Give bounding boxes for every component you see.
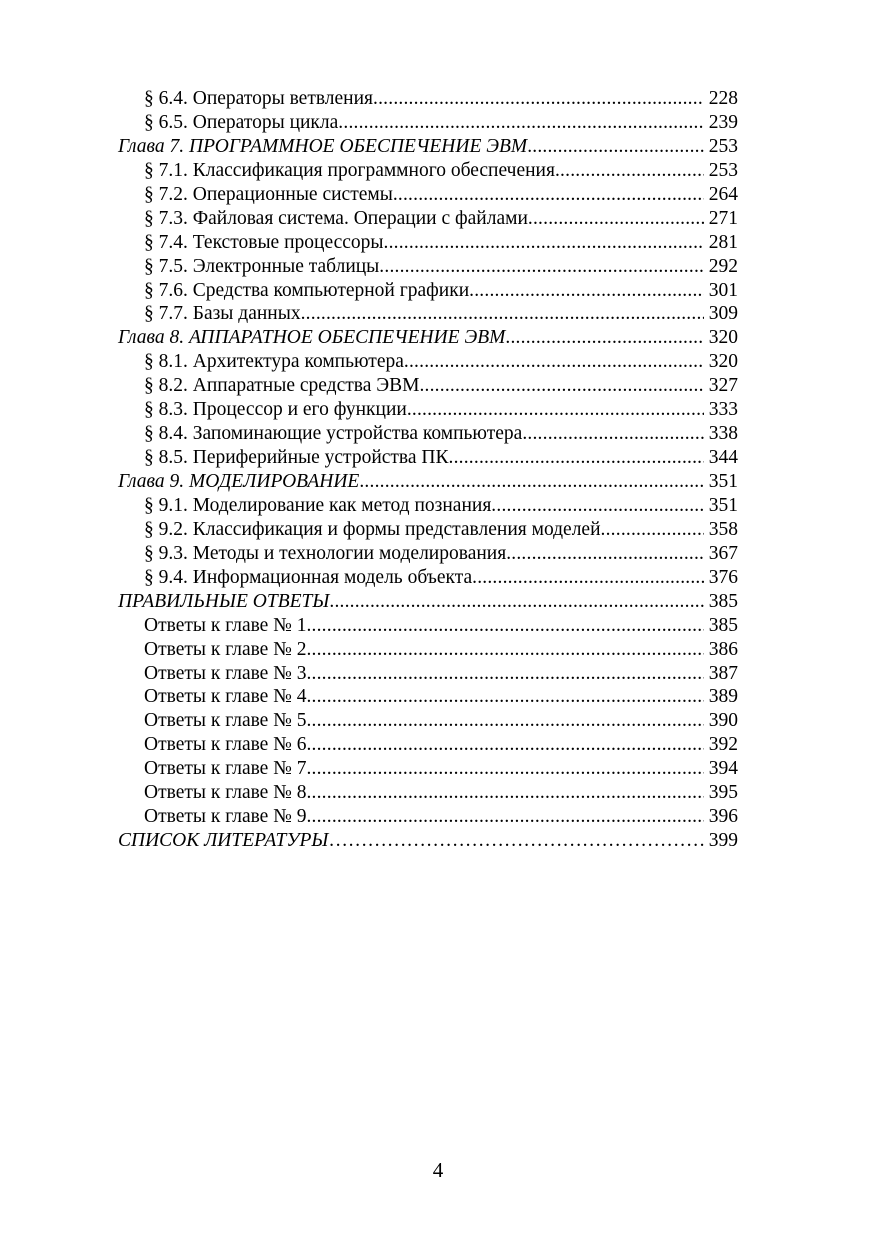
toc-entry-title: § 7.7. Базы данных — [144, 303, 301, 325]
toc-entry-title: § 7.5. Электронные таблицы — [144, 255, 380, 277]
toc-dot-leader — [601, 518, 704, 542]
toc-dot-leader — [306, 638, 704, 662]
toc-entry-title: § 9.3. Методы и технологии моделирования — [144, 542, 507, 564]
toc-entry-title: § 8.2. Аппаратные средства ЭВМ — [144, 375, 420, 397]
toc-entry-page: 385 — [708, 590, 738, 612]
toc-section-entry — [118, 207, 738, 231]
toc-entry-page: 228 — [708, 88, 738, 109]
toc-entry-title: СПИСОК ЛИТЕРАТУРЫ — [118, 830, 329, 852]
toc-section-entry — [118, 566, 738, 590]
toc-dot-leader — [407, 398, 704, 422]
toc-entry-title: Глава 9. МОДЕЛИРОВАНИЕ — [118, 471, 360, 492]
toc-dot-leader — [329, 590, 704, 614]
toc-entry-page: 351 — [708, 494, 738, 516]
toc-dot-leader — [301, 302, 704, 326]
toc-section-entry — [118, 685, 738, 709]
toc-entry-title: Ответы к главе № 3 — [144, 662, 307, 684]
toc-entry-title: § 7.3. Файловая система. Операции с файлами — [144, 207, 528, 229]
toc-section-entry — [118, 422, 738, 446]
toc-entry-title: § 7.1. Классификация программного обеспечения — [144, 159, 555, 181]
toc-entry-page: 333 — [708, 399, 738, 421]
toc-dot-leader — [306, 685, 704, 709]
toc-entry-page: 395 — [708, 782, 738, 804]
toc-entry-page: 327 — [708, 375, 738, 397]
toc-entry-page: 399 — [708, 830, 738, 852]
toc-section-entry — [118, 350, 738, 374]
toc-entry-title: Ответы к главе № 7 — [144, 758, 307, 780]
toc-entry-page: 281 — [708, 231, 738, 253]
toc-section-entry — [118, 781, 738, 805]
toc-entry-page: 292 — [708, 255, 738, 277]
toc-entry-title: Ответы к главе № 2 — [144, 638, 307, 660]
toc-entry-page: 394 — [708, 758, 738, 780]
toc-dot-leader — [338, 111, 704, 135]
toc-chapter-entry — [118, 590, 738, 614]
toc-dot-leader — [449, 446, 705, 470]
toc-dot-leader — [306, 662, 704, 686]
toc-entry-page: 239 — [708, 111, 738, 133]
toc-entry-title: § 7.2. Операционные системы — [144, 183, 393, 205]
toc-entry-page: 271 — [708, 207, 738, 229]
toc-section-entry — [118, 757, 738, 781]
toc-entry-title: Ответы к главе № 1 — [144, 614, 307, 636]
toc-section-entry — [118, 183, 738, 207]
toc-section-entry — [118, 446, 738, 470]
toc-dot-leader — [527, 135, 704, 159]
toc-section-entry — [118, 374, 738, 398]
toc-entry-title: § 7.4. Текстовые процессоры — [144, 231, 384, 253]
toc-chapter-entry — [118, 135, 738, 159]
toc-entry-page: 301 — [708, 279, 738, 301]
toc-dot-leader — [555, 159, 704, 183]
toc-dot-leader — [528, 207, 704, 231]
toc-entry-title: § 7.6. Средства компьютерной графики — [144, 279, 470, 301]
toc-entry-page: 264 — [708, 183, 738, 205]
toc-section-entry — [118, 255, 738, 279]
toc-entry-title: § 8.3. Процессор и его функции — [144, 399, 407, 421]
toc-entry-page: 253 — [708, 135, 738, 157]
toc-entry-title: § 8.4. Запоминающие устройства компьютера — [144, 423, 523, 445]
toc-dot-leader — [505, 326, 704, 350]
toc-entry-title: § 6.5. Операторы цикла — [144, 111, 339, 133]
toc-section-entry — [118, 709, 738, 733]
toc-entry-title: Ответы к главе № 5 — [144, 710, 307, 732]
toc-entry-title: ПРАВИЛЬНЫЕ ОТВЕТЫ — [118, 590, 330, 612]
toc-dot-leader — [472, 566, 704, 590]
toc-dot-leader — [359, 470, 704, 494]
toc-section-entry — [118, 279, 738, 303]
toc-chapter-entry — [118, 470, 738, 494]
toc-entry-title: Ответы к главе № 9 — [144, 806, 307, 828]
toc-chapter-entry — [118, 326, 738, 350]
toc-dot-leader — [328, 829, 704, 853]
toc-entry-title: § 6.4. Операторы ветвления — [144, 88, 374, 109]
toc-entry-page: 387 — [708, 662, 738, 684]
toc-entry-page: 338 — [708, 423, 738, 445]
toc-dot-leader — [306, 757, 704, 781]
toc-entry-page: 390 — [708, 710, 738, 732]
toc-dot-leader — [306, 805, 704, 829]
toc-chapter-entry — [118, 829, 738, 853]
toc-section-entry — [118, 638, 738, 662]
toc-entry-title: § 8.5. Периферийные устройства ПК — [144, 447, 449, 469]
toc-entry-page: 309 — [708, 303, 738, 325]
page-number: 4 — [432, 1158, 444, 1182]
toc-dot-leader — [379, 255, 704, 279]
toc-entry-page: 320 — [708, 327, 738, 349]
toc-entry-page: 344 — [708, 447, 738, 469]
toc-dot-leader — [373, 87, 704, 111]
toc-section-entry — [118, 398, 738, 422]
table-of-contents — [118, 87, 738, 853]
toc-entry-page: 376 — [708, 566, 738, 588]
toc-entry-title: Ответы к главе № 4 — [144, 686, 307, 708]
toc-entry-page: 351 — [708, 471, 738, 492]
toc-entry-page: 389 — [708, 686, 738, 708]
toc-section-entry — [118, 494, 738, 518]
toc-entry-page: 367 — [708, 542, 738, 564]
toc-section-entry — [118, 231, 738, 255]
toc-section-entry — [118, 159, 738, 183]
toc-entry-page: 396 — [708, 806, 738, 828]
toc-dot-leader — [306, 781, 704, 805]
toc-section-entry — [118, 662, 738, 686]
toc-entry-page: 386 — [708, 638, 738, 660]
toc-entry-page: 385 — [708, 614, 738, 636]
toc-section-entry — [118, 302, 738, 326]
toc-dot-leader — [469, 279, 704, 303]
toc-section-entry — [118, 805, 738, 829]
toc-dot-leader — [306, 733, 704, 757]
toc-section-entry — [118, 111, 738, 135]
toc-entry-title: § 9.4. Информационная модель объекта — [144, 566, 473, 588]
toc-entry-title: Глава 8. АППАРАТНОЕ ОБЕСПЕЧЕНИЕ ЭВМ — [118, 327, 506, 349]
toc-dot-leader — [522, 422, 704, 446]
toc-entry-page: 358 — [708, 518, 738, 540]
toc-section-entry — [118, 518, 738, 542]
toc-dot-leader — [384, 231, 705, 255]
toc-dot-leader — [491, 494, 704, 518]
toc-entry-title: Глава 7. ПРОГРАММНОЕ ОБЕСПЕЧЕНИЕ ЭВМ — [118, 135, 528, 157]
toc-entry-page: 253 — [708, 159, 738, 181]
toc-entry-page: 320 — [708, 351, 738, 373]
toc-entry-title: § 9.2. Классификация и формы представления моделей — [144, 518, 601, 540]
toc-dot-leader — [306, 709, 704, 733]
toc-section-entry — [118, 542, 738, 566]
toc-entry-title: § 9.1. Моделирование как метод познания — [144, 494, 492, 516]
toc-dot-leader — [393, 183, 704, 207]
toc-entry-title: § 8.1. Архитектура компьютера — [144, 351, 404, 373]
toc-entry-title: Ответы к главе № 8 — [144, 782, 307, 804]
toc-section-entry — [118, 87, 738, 111]
toc-entry-page: 392 — [708, 734, 738, 756]
toc-section-entry — [118, 614, 738, 638]
toc-section-entry — [118, 733, 738, 757]
toc-dot-leader — [404, 350, 704, 374]
toc-dot-leader — [419, 374, 704, 398]
toc-dot-leader — [506, 542, 704, 566]
toc-dot-leader — [306, 614, 704, 638]
toc-entry-title: Ответы к главе № 6 — [144, 734, 307, 756]
